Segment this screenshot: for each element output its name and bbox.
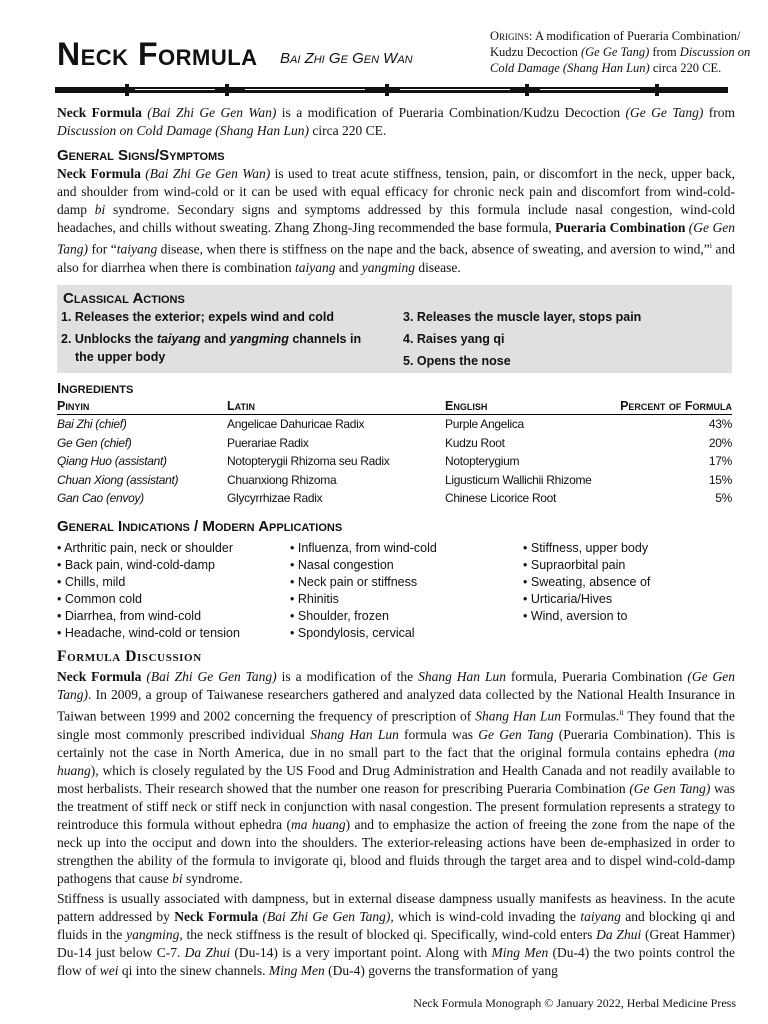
section-heading-actions: Classical Actions <box>63 290 185 307</box>
table-cell: Kudzu Root <box>445 435 505 450</box>
body-text: , the neck stiffness is the result of blocked qi. Specifically, wind-cold enters <box>179 927 597 942</box>
term-text: Ming Men <box>491 945 549 960</box>
pinyin-text: (Ge Ge Tang) <box>625 105 704 120</box>
pinyin-text: (Bai Zhi Ge Gen Wan) <box>145 166 271 181</box>
body-text: Stiffness is usually associated with dampness, but in external disease dampness usually manifests as heaviness. In the acute pattern addressed by <box>57 891 735 924</box>
body-text: from <box>703 105 736 120</box>
action-text: channels in <box>288 332 362 346</box>
body-text: formula was <box>398 726 479 742</box>
table-cell: 17% <box>708 454 732 469</box>
table-cell: Chinese Licorice Root <box>445 491 557 506</box>
table-cell: Gan Cao (envoy) <box>57 491 144 506</box>
list-item: • Diarrhea, from wind-cold <box>57 608 240 625</box>
formula-name: Neck Formula <box>57 105 142 120</box>
discussion-paragraph <box>57 668 735 888</box>
list-item: • Common cold <box>57 591 240 608</box>
column-header: English <box>445 398 615 415</box>
body-text: circa 220 CE. <box>309 123 387 138</box>
column-header: Latin <box>227 398 445 415</box>
pinyin-text: (Bai Zhi Ge Gen Tang) <box>146 669 277 684</box>
origins-text: Discussion on Cold Damage (Shang Han Lun) <box>490 45 751 75</box>
list-item: • Arthritic pain, neck or shoulder <box>57 540 240 557</box>
list-item: • Nasal congestion <box>290 557 437 574</box>
body-text: and also for diarrhea when there is combination <box>57 241 735 275</box>
body-text: and blocking qi and fluids in the <box>57 909 735 942</box>
list-item: • Shoulder, frozen <box>290 608 437 625</box>
body-text: formula, Pueraria Combination <box>505 669 688 684</box>
pinyin-text: (Bai Zhi Ge Gen Wan) <box>147 105 277 120</box>
list-item: • Rhinitis <box>290 591 437 608</box>
body-text: (Du-4) governs the transformation of yang <box>324 963 558 978</box>
table-cell: Ligusticum Wallichii Rhizome <box>445 472 592 487</box>
table-cell: Angelicae Dahuricae Radix <box>227 417 365 432</box>
pinyin-text: Ge Gen Tang <box>478 726 554 742</box>
action-item: 4. Raises yang qi <box>403 332 505 346</box>
action-text: taiyang <box>156 332 201 346</box>
list-item: • Neck pain or stiffness <box>290 574 437 591</box>
section-heading-signs: General Signs/Symptoms <box>57 147 225 164</box>
action-text: 2. Unblocks the <box>61 332 157 346</box>
body-text: They found that the single most commonly prescribed individual <box>57 708 735 742</box>
list-item: • Urticaria/Hives <box>523 591 650 608</box>
body-text: . In 2009, a group of Taiwanese researchers gathered and analyzed data collected by the National Health Insurance in Taiwan between 1999 and 2002 concerning the frequency of prescription of <box>57 687 735 724</box>
body-text: for “ <box>88 241 117 257</box>
pinyin-text: (Ge Gen Tang) <box>57 669 736 702</box>
body-text: disease, when there is stiffness on the nape and the back, absence of sweating, and aversion to wind,” <box>157 241 710 257</box>
source-title: Shang Han Lun <box>310 726 399 742</box>
table-cell: Chuan Xiong (assistant) <box>57 472 179 487</box>
page-header <box>0 0 768 100</box>
term-text: yangming <box>361 259 416 275</box>
table-cell: Ge Gen (chief) <box>57 435 132 450</box>
action-text: yangming <box>229 332 289 346</box>
indications-list <box>57 540 240 642</box>
term-text: ma huang <box>290 816 346 832</box>
table-cell: 20% <box>708 435 732 450</box>
term-text: taiyang <box>580 909 621 924</box>
table-row <box>57 471 732 490</box>
footnote-ref: i <box>709 241 713 250</box>
section-heading-indications: General Indications / Modern Applications <box>57 518 343 535</box>
discussion-paragraph <box>57 890 735 980</box>
origins-text: circa 220 CE. <box>649 61 722 75</box>
column-header: Pinyin <box>57 398 227 415</box>
origins-note <box>490 28 760 76</box>
origins-text: A modification of Pueraria Combination/ Kudzu Decoction <box>490 29 741 59</box>
formula-name: Neck Formula <box>174 909 259 924</box>
action-text: and <box>200 332 230 346</box>
body-text: qi into the sinew channels. <box>118 963 269 978</box>
list-item: • Back pain, wind-cold-damp <box>57 557 240 574</box>
table-cell: Bai Zhi (chief) <box>57 417 127 432</box>
action-item <box>61 330 381 366</box>
base-formula-name: Pueraria Combination <box>555 220 686 235</box>
table-cell: Notopterygii Rhizoma seu Radix <box>227 454 390 469</box>
list-item: • Supraorbital pain <box>523 557 650 574</box>
intro-paragraph <box>57 104 735 140</box>
table-row <box>57 452 732 471</box>
column-header: Percent of Formula <box>615 398 732 415</box>
term-text: yangming <box>126 927 180 942</box>
table-cell: Glycyrrhizae Radix <box>227 491 323 506</box>
term-text: taiyang <box>116 241 158 257</box>
table-row <box>57 415 732 434</box>
table-cell: 5% <box>715 491 732 506</box>
list-item: • Spondylosis, cervical <box>290 625 437 642</box>
origins-label: Origins: <box>490 29 533 43</box>
signs-paragraph <box>57 165 735 277</box>
formula-pinyin-name: Bai Zhi Ge Gen Wan <box>280 50 413 67</box>
ingredients-table <box>57 398 732 508</box>
classical-actions-box <box>57 285 732 373</box>
body-text: was the treatment of stiff neck or stiff neck in conjunction with nasal congestion. The present formulation represents a strategy to reintroduce this formula without ephedra ( <box>57 780 736 832</box>
bamboo-divider <box>55 84 728 96</box>
body-text: , which is wind-cold invading the <box>390 909 581 924</box>
body-text: Formulas. <box>560 708 620 724</box>
page-title: Neck Formula <box>57 36 258 72</box>
pinyin-text: (Ge Gen Tang) <box>629 780 711 796</box>
indications-list <box>523 540 650 625</box>
table-cell: 43% <box>708 417 732 432</box>
origins-text: (Ge Ge Tang) <box>580 45 650 59</box>
source-title: Shang Han Lun <box>418 669 506 684</box>
page-footer: Neck Formula Monograph © January 2022, Herbal Medicine Press <box>413 996 736 1010</box>
action-text: the upper body <box>75 350 166 364</box>
table-cell: Notopterygium <box>445 454 520 469</box>
body-text: and <box>335 259 362 275</box>
source-title: Shang Han Lun <box>475 708 561 724</box>
pinyin-text: (Bai Zhi Ge Gen Tang) <box>258 909 391 924</box>
list-item: • Chills, mild <box>57 574 240 591</box>
body-text: syndrome. <box>182 870 243 886</box>
body-text: (Great Hammer) Du-14 just below C-7. <box>57 927 735 960</box>
footnote-ref: ii <box>619 708 624 717</box>
section-heading-discussion: Formula Discussion <box>57 648 202 665</box>
body-text: (Du-4) the two points control the flow of <box>57 945 736 978</box>
body-text: (Du-14) is a very important point. Along with <box>230 945 492 960</box>
list-item: • Headache, wind-cold or tension <box>57 625 240 642</box>
term-text: bi <box>94 202 106 217</box>
term-text: bi <box>172 870 183 886</box>
formula-name: Neck Formula <box>57 669 142 684</box>
source-title: Discussion on Cold Damage (Shang Han Lun) <box>57 123 309 138</box>
table-cell: 15% <box>708 472 732 487</box>
table-cell: Chuanxiong Rhizoma <box>227 472 337 487</box>
action-item: 1. Releases the exterior; expels wind and cold <box>61 310 335 324</box>
table-header-row <box>57 398 732 415</box>
table-cell: Purple Angelica <box>445 417 524 432</box>
table-cell: Qiang Huo (assistant) <box>57 454 167 469</box>
table-cell: Puerariae Radix <box>227 435 309 450</box>
action-item: 3. Releases the muscle layer, stops pain <box>403 310 642 324</box>
section-heading-ingredients: Ingredients <box>57 380 134 397</box>
list-item: • Influenza, from wind-cold <box>290 540 437 557</box>
term-text: ma huang <box>57 744 735 778</box>
table-row <box>57 434 732 453</box>
list-item: • Sweating, absence of <box>523 574 650 591</box>
body-text: ) and to emphasize the action of freeing the zone from the nape of the neck up into the occiput and down into the shoulders. The exterior-releasing actions have been de-emphasized in order to strengthen the ability of the formula to invigorate qi, blood and fluids through the target area and to dispel wind-cold-damp pathogens that cause <box>57 816 735 886</box>
term-text: wei <box>99 963 119 978</box>
formula-name: Neck Formula <box>57 166 141 181</box>
body-text: ), which is closely regulated by the US Food and Drug Administration and Health Canada and not readily available to most herbalists. Their research showed that the number one reason for prescribing Pueraria Combination <box>57 762 735 796</box>
term-text: taiyang <box>295 259 336 275</box>
action-item: 5. Opens the nose <box>403 354 511 368</box>
list-item: • Stiffness, upper body <box>523 540 650 557</box>
body-text: syndrome. Secondary signs and symptoms addressed by this formula include nasal congestion, wind-cold headaches, and chills without sweating. Zhang Zhong-Jing recommended the base formula, <box>57 202 735 235</box>
list-item: • Wind, aversion to <box>523 608 650 625</box>
origins-text: from <box>649 45 680 59</box>
body-text: is a modification of the <box>276 669 419 684</box>
table-row <box>57 489 732 508</box>
pinyin-text: (Ge Gen Tang) <box>57 220 736 257</box>
body-text: is used to treat acute stiffness, tension, pain, or discomfort in the neck, upper back, and shoulder from wind-cold or it can be used with equal efficacy for chronic neck pain and discomfort from wind-cold-damp <box>57 166 736 217</box>
term-text: Da Zhui <box>184 945 231 960</box>
body-text: (Pueraria Combination). This is certainly not the case in North America, due in no small part to the fact that the original formula contains ephedra ( <box>57 726 735 760</box>
body-text: is a modification of Pueraria Combination/Kudzu Decoction <box>276 105 626 120</box>
term-text: Da Zhui <box>596 927 642 942</box>
indications-list <box>290 540 437 642</box>
term-text: Ming Men <box>268 963 325 978</box>
body-text: disease. <box>415 259 461 275</box>
